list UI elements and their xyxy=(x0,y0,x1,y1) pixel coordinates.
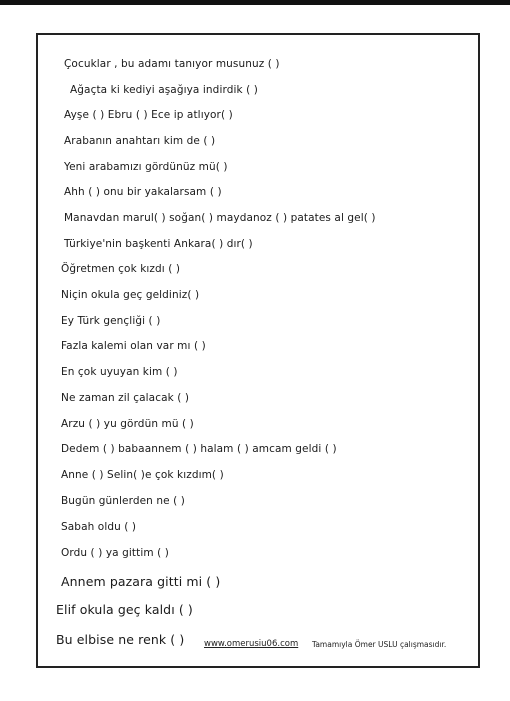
sentence-5: Yeni arabamızı gördünüz mü( ) xyxy=(64,161,228,173)
sentence-22: Elif okula geç kaldı ( ) xyxy=(56,602,193,617)
sentence-11: Ey Türk gençliği ( ) xyxy=(61,315,161,327)
sentence-7: Manavdan marul( ) soğan( ) maydanoz ( ) patates al gel( ) xyxy=(64,212,376,224)
sentence-15: Arzu ( ) yu gördün mü ( ) xyxy=(61,418,194,430)
sentence-20: Ordu ( ) ya gittim ( ) xyxy=(61,547,169,559)
sentence-3: Ayşe ( ) Ebru ( ) Ece ip atlıyor( ) xyxy=(64,109,233,121)
website-link[interactable]: www.omerusiu06.com xyxy=(204,639,299,649)
sentence-14: Ne zaman zil çalacak ( ) xyxy=(61,392,190,404)
sentence-21: Annem pazara gitti mi ( ) xyxy=(61,574,221,589)
sentence-17: Anne ( ) Selin( )e çok kızdım( ) xyxy=(61,469,224,481)
sentence-4: Arabanın anahtarı kim de ( ) xyxy=(64,135,216,147)
sentence-23: Bu elbise ne renk ( ) xyxy=(56,632,185,647)
sentence-13: En çok uyuyan kim ( ) xyxy=(61,366,178,378)
sentence-1: Çocuklar , bu adamı tanıyor musunuz ( ) xyxy=(64,58,280,70)
sentence-8: Türkiye'nin başkenti Ankara( ) dır( ) xyxy=(64,238,253,250)
sentence-9: Öğretmen çok kızdı ( ) xyxy=(61,263,181,275)
page-top-edge xyxy=(0,0,510,5)
sentence-19: Sabah oldu ( ) xyxy=(61,521,137,533)
sentence-6: Ahh ( ) onu bir yakalarsam ( ) xyxy=(64,186,222,198)
sentence-2: Ağaçta ki kediyi aşağıya indirdik ( ) xyxy=(70,84,258,96)
sentence-16: Dedem ( ) babaannem ( ) halam ( ) amcam geldi ( ) xyxy=(61,443,337,455)
sentence-10: Niçin okula geç geldiniz( ) xyxy=(61,289,200,301)
author-credit: Tamamıyla Ömer USLU çalışmasıdır. xyxy=(312,640,447,649)
sentence-12: Fazla kalemi olan var mı ( ) xyxy=(61,340,206,352)
sentence-18: Bugün günlerden ne ( ) xyxy=(61,495,185,507)
